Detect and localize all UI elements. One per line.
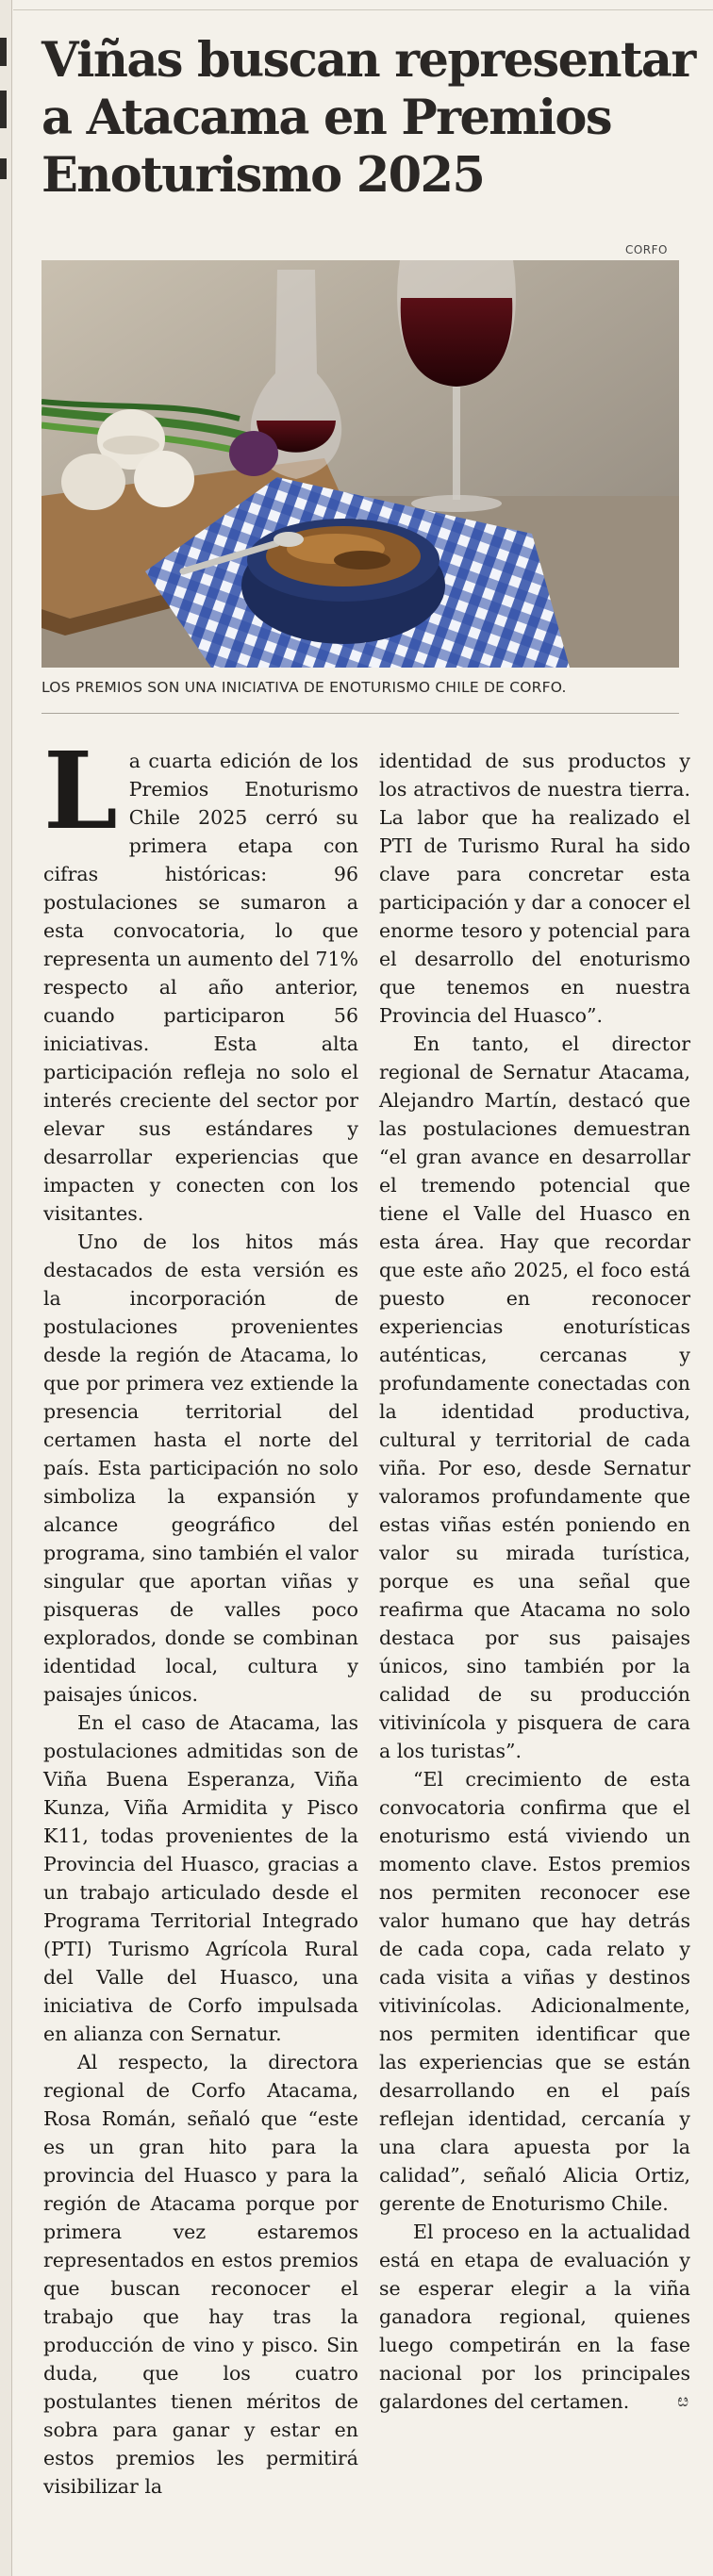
paragraph-4: Al respecto, la directora regional de Corfo Atacama, Rosa Román, señaló que “este es un gran hito para la provincia del Huasco y para la región de Atacama porque por primera vez estaremos representados en estos premios que buscan reconocer el trabajo que hay tras la producción de vino y pisco. Sin duda, que los cuatro postulantes tienen méritos de sobra para ganar y estar en estos premios les permitirá visibilizar la xyxy=(43,2051,358,2498)
paragraph-6: En tanto, el director regional de Sernatur Atacama, Alejandro Martín, destacó que las postulaciones demuestran “el gran avance en desarrollar el tremendo potencial que tiene el Valle del Huasco en esta área. Hay que recordar que este año 2025, el foco está puesto en reconocer experiencias enoturísticas auténticas, cercanas y profundamente conectadas con la identidad productiva, cultural y territorial de cada viña. Por eso, desde Sernatur valoramos profundamente que estas viñas estén poniendo en valor su mirada turística, porque es una señal que reafirma que Atacama no solo destaca por sus paisajes únicos, sino también por la calidad de su producción vitivinícola y pisquera de cara a los turistas”. xyxy=(379,1032,690,1762)
paragraph-5: identidad de sus productos y los atractivos de nuestra tierra. La labor que ha realizado el PTI de Turismo Rural ha sido clave para concretar esta participación y dar a conocer el enorme tesoro y potencial para el desarrollo del enoturismo que tenemos en nuestra Provincia del Huasco”. xyxy=(379,750,690,1027)
end-mark: ೞ xyxy=(677,2391,688,2411)
article-column-right xyxy=(379,747,690,2416)
article-title: Viñas buscan representar a Atacama en Premios Enoturismo 2025 xyxy=(41,32,695,204)
photo-caption: LOS PREMIOS SON UNA INICIATIVA DE ENOTURISMO CHILE DE CORFO. xyxy=(41,679,567,696)
paragraph-8: El proceso en la actualidad está en etapa de evaluación y se esperar elegir a la viña ganadora regional, quienes luego competirán en la fase nacional por los principales galardones del certamen. xyxy=(379,2221,690,2413)
photo-credit: CORFO xyxy=(624,243,668,256)
article-photo xyxy=(41,260,679,668)
paragraph-7: “El crecimiento de esta convocatoria confirma que el enoturismo está viviendo un momento clave. Estos premios nos permiten reconocer ese valor humano que hay detrás de cada copa, cada relato y cada visita a viñas y destinos vitivinícolas. Adicionalmente, nos permiten identificar que las experiencias que se están desarrollando en el país reflejan identidad, cercanía y una clara apuesta por la calidad”, señaló Alicia Ortiz, gerente de Enoturismo Chile. xyxy=(379,1768,690,2215)
page-edge-strip xyxy=(0,0,12,2576)
paragraph-3: En el caso de Atacama, las postulaciones admitidas son de Viña Buena Esperanza, Viña Kunza, Viña Armidita y Pisco K11, todas provenientes de la Provincia del Huasco, gracias a un trabajo articulado desde el Programa Territorial Integrado (PTI) Turismo Agrícola Rural del Valle del Huasco, una iniciativa de Corfo impulsada en alianza con Sernatur. xyxy=(43,1711,358,2045)
top-rule xyxy=(13,0,713,10)
paragraph-2: Uno de los hitos más destacados de esta versión es la incorporación de postulaciones provenientes desde la región de Atacama, lo que por primera vez extiende la presencia territorial del certamen hasta el norte del país. Esta participación no solo simboliza la expansión y alcance geográfico del programa, sino también el valor singular que aportan viñas y pisqueras de valles poco explorados, donde se combinan identidad local, cultura y paisajes únicos. xyxy=(43,1230,358,1706)
drop-cap: L xyxy=(43,730,118,853)
caption-rule xyxy=(41,713,679,714)
article-column-left xyxy=(43,730,358,2501)
paragraph-1: La cuarta edición de los Premios Enoturismo Chile 2025 cerró su primera etapa con cifras históricas: 96 postulaciones se sumaron a esta convocatoria, lo que representa un aumento del 71% respecto al año anterior, cuando participaron 56 iniciativas. Esta alta participación refleja no solo el interés creciente del sector por elevar sus estándares y desarrollar experiencias que impacten y conecten con los visitantes. xyxy=(43,730,358,1225)
photo-illustration xyxy=(41,260,679,668)
